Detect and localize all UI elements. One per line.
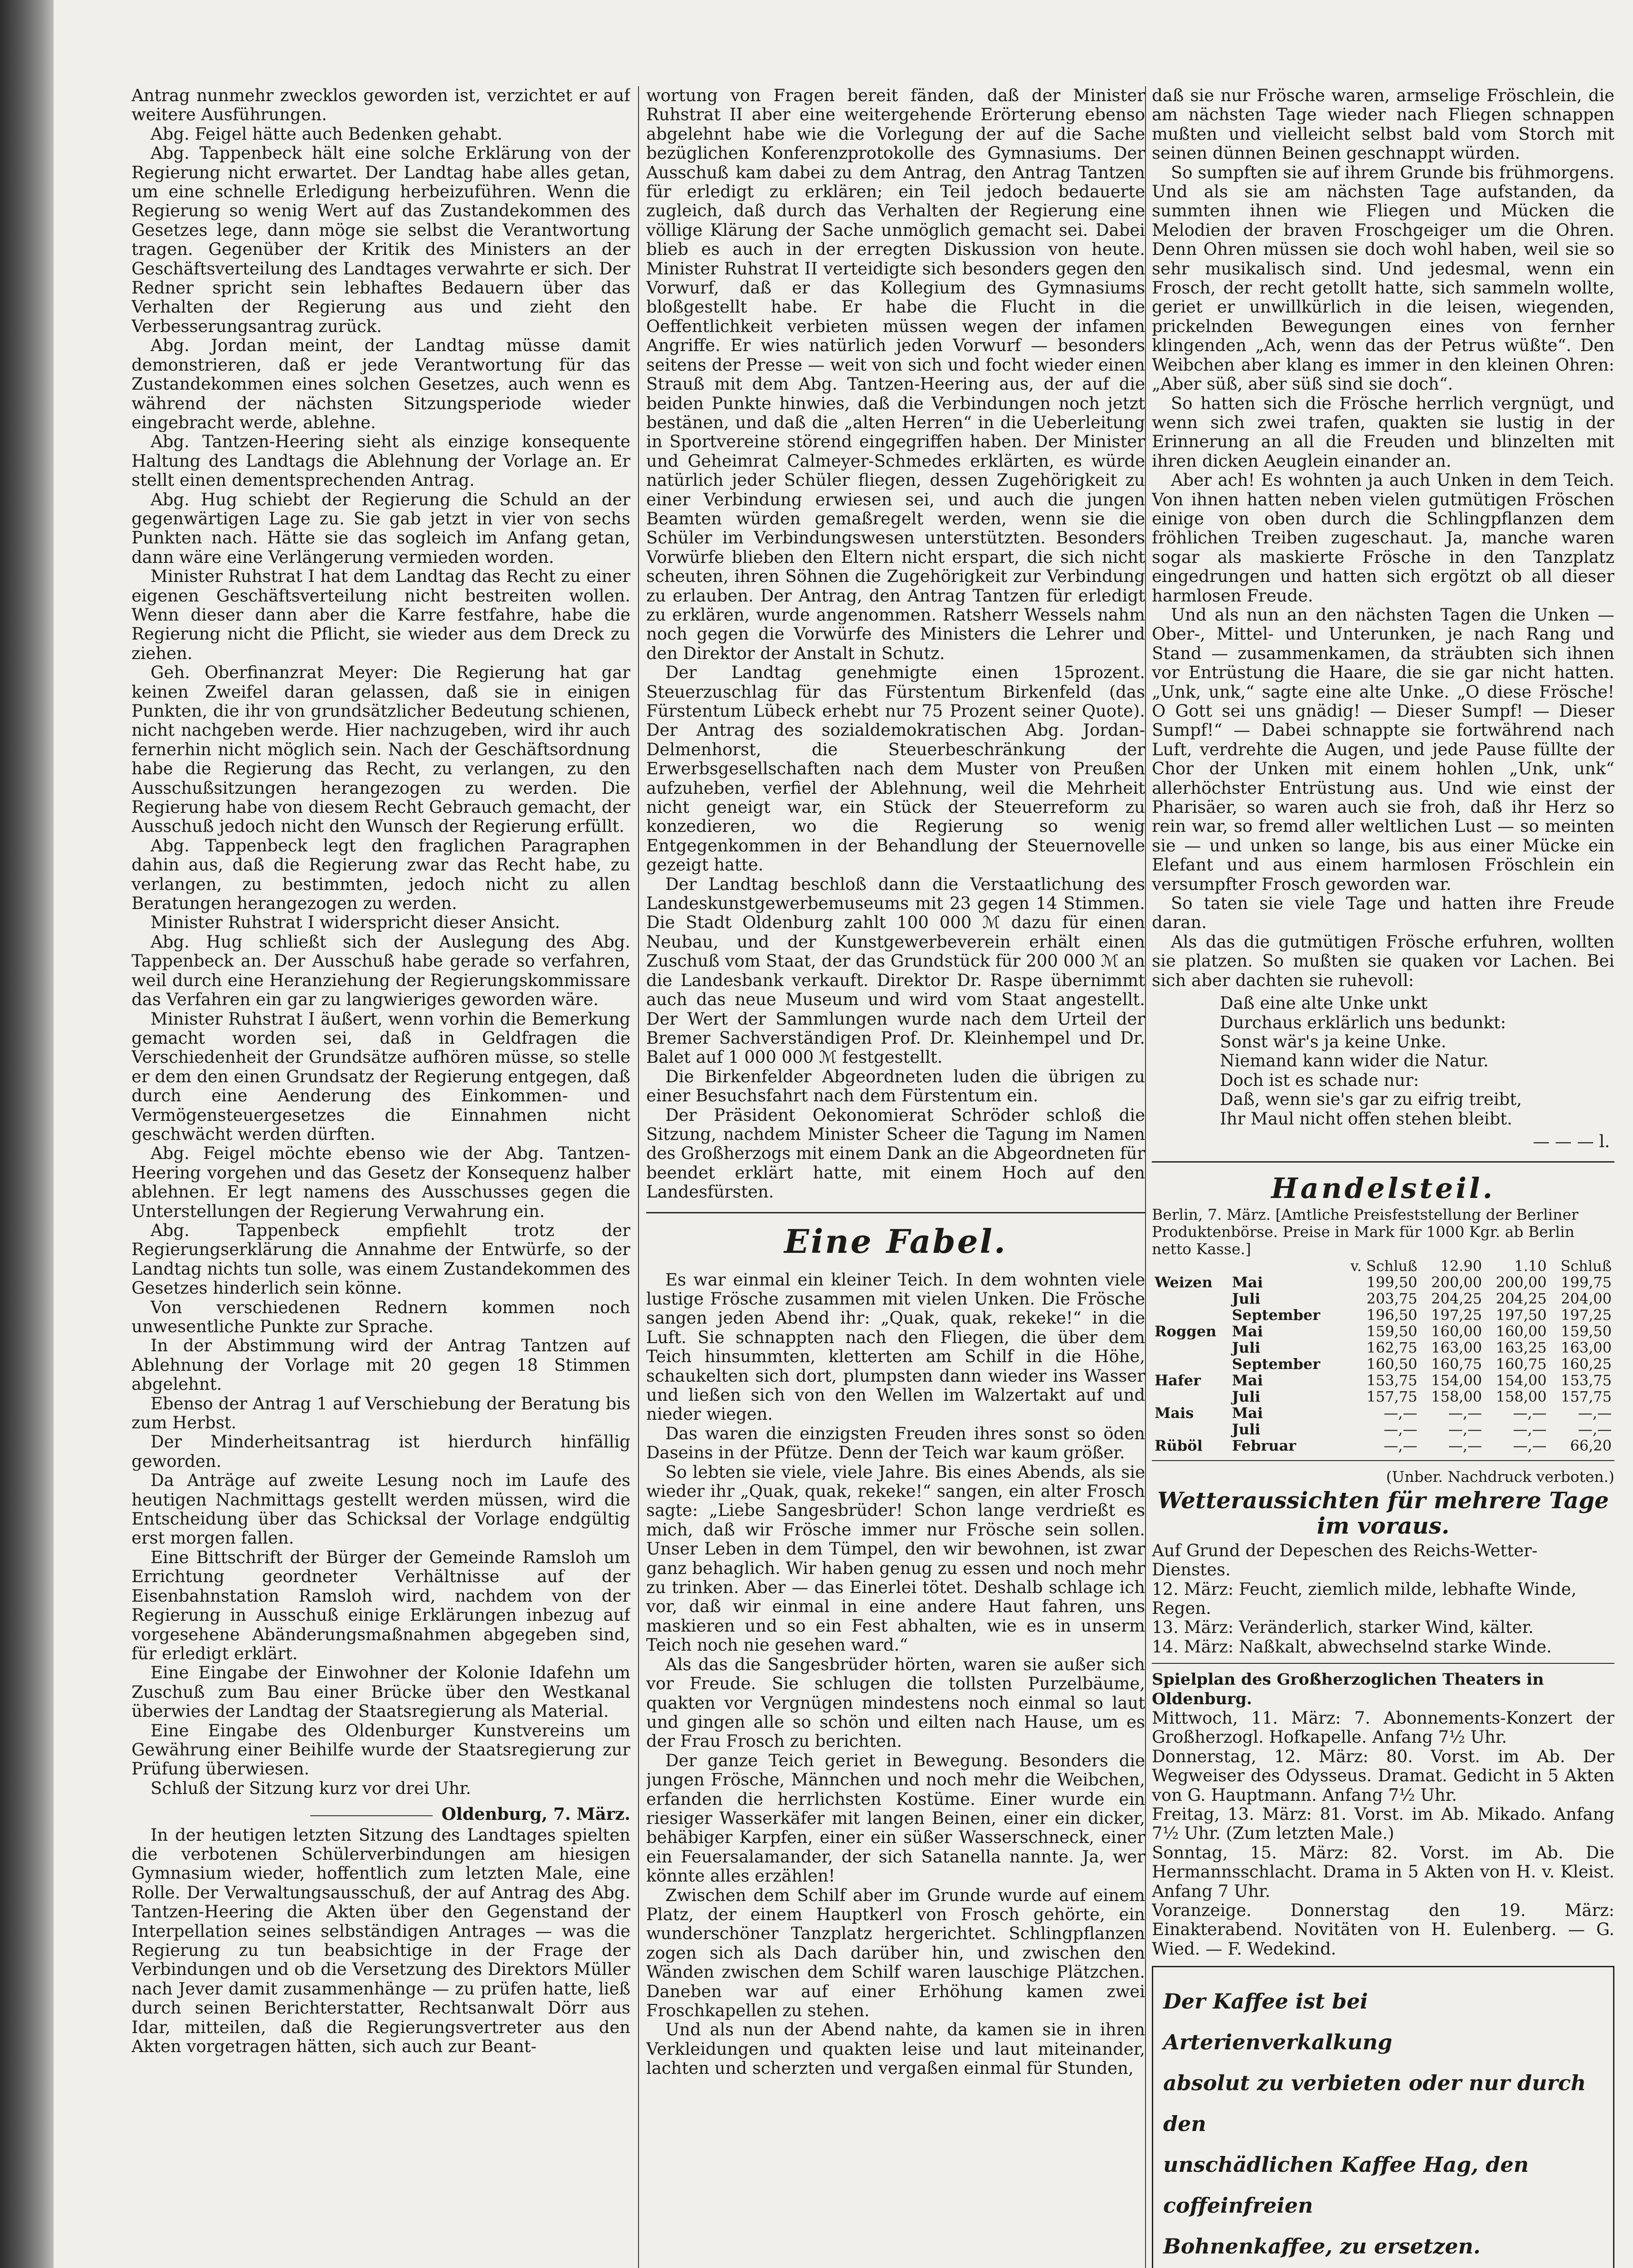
column-header xyxy=(1152,1258,1229,1274)
price-cell: 197,25 xyxy=(1431,1306,1482,1324)
table-row xyxy=(1152,1437,1614,1454)
column-right xyxy=(1152,86,1614,2268)
paragraph: Minister Ruhstrat I widerspricht dieser Ansicht. xyxy=(151,913,561,933)
market-heading: Berlin, 7. März. [Amtliche Preisfeststellung der Berliner Produktenbörse. Preise in Mark für 1000 Kgr. ab Berlin netto Kasse.] xyxy=(1152,1206,1579,1258)
fable-paragraph: Als das die gutmütigen Frösche erfuhren, wollten sie platzen. So mußten sie quaken vor Lachen. Bei sich aber dachten sie ruhevoll: xyxy=(1152,932,1614,990)
paragraph: Eine Bittschrift der Bürger der Gemeinde Ramsloh um Errichtung geordneter Verhältnisse auf der Eisenbahnstation Ramsloh wird, nachdem von der Regierung in Ausschuß einige Erklärungen inbezug auf vorgesehene Abänderungsmaßnahmen abgegeben sind, für erledigt erklärt. xyxy=(132,1547,630,1663)
price-cell: 157,75 xyxy=(1561,1388,1612,1406)
dateline-rule xyxy=(310,1815,433,1816)
fable-paragraph: So taten sie viele Tage und hatten ihre Freude daran. xyxy=(1152,894,1614,933)
month-cell: Juli xyxy=(1232,1290,1261,1308)
column-header: 1.10 xyxy=(1514,1257,1547,1275)
section-rule xyxy=(1152,1161,1614,1163)
price-cell: 163,25 xyxy=(1496,1339,1547,1357)
commodity-cell: Rüböl xyxy=(1155,1437,1203,1455)
paragraph: Geh. Oberfinanzrat Meyer: Die Regierung hat gar keinen Zweifel daran gelassen, daß sie in einigen Punkten, die ihr von grundsätzlicher Bedeutung schienen, nicht nachgeben werde. Hier nachzugeben, wird ihr auch fernerhin nicht möglich sein. Nach der Geschäftsordnung habe die Regierung das Recht, zu verlangen, zu den Ausschußsitzungen herangezogen zu werden. Die Regierung habe von diesem Recht Gebrauch gemacht, der Ausschuß jedoch nicht den Wunsch der Regierung erfüllt. xyxy=(132,663,630,836)
market-title: Handelsteil. xyxy=(1271,1172,1495,1205)
price-cell: 197,25 xyxy=(1561,1306,1612,1324)
price-cell: 203,75 xyxy=(1366,1290,1418,1308)
fable-title: Eine Fabel. xyxy=(784,1222,1007,1261)
forecast-line: 13. März: Veränderlich, starker Wind, kälter. xyxy=(1152,1618,1534,1637)
paragraph: Abg. Hug schließt sich der Auslegung des Abg. Tappenbeck an. Der Ausschuß habe gerade so verfahren, weil durch eine Heranziehung der Regierungskommissare das Verfahren ein gar zu langwieriges geworden wäre. xyxy=(132,932,630,1010)
landtag-report-text xyxy=(646,86,1145,1202)
paragraph: Schluß der Sitzung kurz vor drei Uhr. xyxy=(151,1778,471,1798)
poem-line: Sonst wär's ja keine Unke. xyxy=(1220,1031,1447,1051)
price-cell: —,— xyxy=(1384,1404,1418,1422)
month-cell: Juli xyxy=(1232,1421,1261,1438)
table-row xyxy=(1152,1405,1614,1421)
price-cell: 154,00 xyxy=(1431,1372,1482,1389)
fable-poem xyxy=(1220,994,1614,1129)
theater-entry: Sonntag, 15. März: 82. Vorst. im Ab. Die Hermannsschlacht. Drama in 5 Akten von H. v. Kleist. Anfang 7 Uhr. xyxy=(1152,1843,1614,1901)
commodity-cell xyxy=(1152,1356,1229,1372)
price-cell: 200,00 xyxy=(1431,1274,1482,1291)
ad-line: Der Kaffee ist bei Arterienverkalkung xyxy=(1163,1989,1393,2055)
theater-entry: Mittwoch, 11. März: 7. Abonnements-Konzert der Großherzogl. Hofkapelle. Anfang 7½ Uhr. xyxy=(1152,1708,1614,1747)
grain-price-table xyxy=(1152,1258,1614,1454)
price-cell: —,— xyxy=(1513,1404,1547,1422)
ad-line: absolut zu verbieten oder nur durch den xyxy=(1163,2071,1586,2136)
poem-line: Daß, wenn sie's gar zu eifrig treibt, xyxy=(1220,1090,1522,1110)
reprint-note: (Unber. Nachdruck verboten.) xyxy=(1386,1468,1614,1486)
price-cell: —,— xyxy=(1384,1437,1418,1455)
price-cell: 197,50 xyxy=(1496,1306,1547,1324)
price-cell: 158,00 xyxy=(1431,1388,1482,1406)
poem-line: Doch ist es schade nur: xyxy=(1220,1070,1419,1090)
paragraph: In der Abstimmung wird der Antrag Tantzen auf Ablehnung der Vorlage mit 20 gegen 18 Stimmen abgelehnt. xyxy=(132,1336,630,1394)
table-row xyxy=(1152,1356,1614,1372)
month-cell: September xyxy=(1232,1355,1321,1373)
price-cell: 158,00 xyxy=(1496,1388,1547,1406)
price-cell: 204,25 xyxy=(1496,1290,1547,1308)
weather-intro: Auf Grund der Depeschen des Reichs-Wetter-Dienstes. xyxy=(1152,1540,1538,1580)
fable-paragraph: Es war einmal ein kleiner Teich. In dem wohnten viele lustige Frösche zusammen mit vielen Unken. Die Frösche sangen jeden Abend ihr: „Quak, quak, rekeke!“ in die Luft. Sie schnappten nach den Fliegen, die über dem Teich hinsummten, kletterten am Schilf in die Höhe, schaukelten sich dort, plumpsten dann wieder ins Wasser und ließen sich von den Wellen im Walzertakt auf und nieder wiegen. xyxy=(646,1270,1145,1424)
paragraph: Die Birkenfelder Abgeordneten luden die übrigen zu einer Besuchsfahrt nach dem Fürstentum ein. xyxy=(646,1066,1145,1106)
paragraph: Abg. Tantzen-Heering sieht als einzige konsequente Haltung des Landtags die Ablehnung der Vorlage an. Er stellt einen dementsprechenden Antrag. xyxy=(132,432,630,490)
price-cell: 159,50 xyxy=(1366,1323,1418,1340)
paragraph: Abg. Feigel hätte auch Bedenken gehabt. xyxy=(151,124,502,144)
fable-paragraph: Und als nun der Abend nahte, da kamen sie in ihren Verkleidungen und quakten leise und laut miteinander, lachten und scherzten und vergaßen einmal für Stunden, xyxy=(646,2020,1145,2078)
price-cell: —,— xyxy=(1384,1421,1418,1438)
commodity-cell: Mais xyxy=(1155,1404,1194,1422)
price-cell: 199,50 xyxy=(1366,1274,1418,1291)
section-rule xyxy=(1152,1663,1614,1664)
commodity-cell xyxy=(1152,1339,1229,1356)
table-row xyxy=(1152,1323,1614,1339)
theater-entry: Voranzeige. Donnerstag den 19. März: Einakterabend. Novitäten von H. Eulenberg. — G. Wied. — F. Wedekind. xyxy=(1152,1901,1614,1959)
table-row xyxy=(1152,1372,1614,1388)
paragraph: Minister Ruhstrat I äußert, wenn vorhin die Bemerkung gemacht worden sei, daß in Geldfragen die Verschiedenheit der Grundsätze aufhören müsse, so stelle er dem den einen Grundsatz der Regierung entgegen, daß durch eine Aenderung des Einkommen- und Vermögensteuergesetzes die Einnahmen nicht geschwächt werden dürften. xyxy=(132,1009,630,1144)
paragraph: wortung von Fragen bereit fänden, daß der Minister Ruhstrat II aber eine weitergehende Erörterung ebenso abgelehnt habe wie die Vorlegung der auf die Sache bezüglichen Konferenzprotokolle des Gymnasiums. Der Ausschuß kam dabei zu dem Antrag, den Antrag Tantzen für erledigt zu erklären; ein Teil jedoch bedauerte zugleich, daß durch das Verhalten der Regierung eine völlige Klärung der Sache unmöglich gemacht sei. Dabei blieb es auch in der erregten Diskussion von heute. Minister Ruhstrat II verteidigte sich besonders gegen den Vorwurf, daß er das Kollegium des Gymnasiums bloßgestellt habe. Er habe die Flucht in die Oeffentlichkeit verbieten müssen wegen der infamen Angriffe. Er wies natürlich jeden Vorwurf — besonders seitens der Presse — weit von sich und focht wieder einen Strauß mit dem Abg. Tantzen-Heering aus, der auf die beiden Punkte hinwies, daß die Verbindungen noch jetzt bestänen, und daß die „alten Herren“ in die Ueberleitung in Sportvereine störend eingegriffen haben. Der Minister und Geheimrat Calmeyer-Schmedes erklärten, es würde natürlich jeder Schüler fliegen, dessen Zugehörigkeit zu einer Verbindung erwiesen sei, und auch die jungen Beamten würden gemaßregelt werden, wenn sie die Schüler im Verbindungswesen unterstützten. Besonders Vorwürfe blieben den Eltern nicht erspart, die sich nicht scheuten, ihren Söhnen die Zugehörigkeit zur Verbindung zu erlauben. Der Antrag, den Antrag Tantzen für erledigt zu erklären, wurde angenommen. Ratsherr Wessels nahm noch gegen die Vorwürfe des Ministers die Lehrer und den Direktor der Anstalt in Schutz. xyxy=(646,86,1145,663)
table-row xyxy=(1152,1307,1614,1323)
column-left xyxy=(132,86,630,2268)
fable-paragraph: So sumpften sie auf ihrem Grunde bis frühmorgens. Und als sie am nächsten Tage aufstanden, da summten ihnen wie Fliegen und Mücken die Melodien der braven Froschgeiger um die Ohren. Denn Ohren müssen sie doch wohl haben, weil sie so sehr musikalisch sind. Und jedesmal, wenn ein Frosch, der recht getollt hatte, sich sammeln wollte, geriet er unwillkürlich in die leisen, wiegenden, prickelnden Bewegungen eines von fernher klingenden „Ach, wenn das der Petrus wüßte“. Den Weibchen aber klang es immer in den kleinen Ohren: „Aber süß, aber süß sind sie doch“. xyxy=(1152,162,1614,394)
poem-line: Durchaus erklärlich uns bedunkt: xyxy=(1220,1012,1506,1032)
commodity-cell xyxy=(1152,1388,1229,1405)
price-cell: —,— xyxy=(1513,1421,1547,1438)
month-cell: Mai xyxy=(1232,1372,1263,1389)
dateline xyxy=(132,1804,630,1823)
paragraph: Minister Ruhstrat I hat dem Landtag das Recht zu einer eigenen Geschäftsverteilung nicht bestreiten wollen. Wenn dieser dann aber die Karre festfahre, habe die Regierung nicht die Pflicht, sie wieder aus dem Dreck zu ziehen. xyxy=(132,567,630,663)
paragraph: Eine Eingabe des Oldenburger Kunstvereins um Gewährung einer Beihilfe wurde der Staatsregierung zur Prüfung überwiesen. xyxy=(132,1721,630,1779)
column-middle xyxy=(646,86,1145,2268)
month-cell: Mai xyxy=(1232,1274,1263,1291)
paragraph: Der Landtag genehmigte einen 15prozent. Steuerzuschlag für das Fürstentum Birkenfeld (das Fürstentum Lübeck erhebt nur 75 Prozent seiner Quote). Der Antrag des sozialdemokratischen Abg. Jordan-Delmenhorst, die Steuerbeschränkung der Erwerbsgesellschaften nach dem Muster von Preußen aufzuheben, verfiel der Ablehnung, weil die Mehrheit nicht geneigt war, ein Stück der Steuerreform zu konzedieren, wo die Regierung so wenig Entgegenkommen in der Behandlung der Steuernovelle gezeigt hatte. xyxy=(646,663,1145,875)
paragraph: In der heutigen letzten Sitzung des Landtages spielten die verbotenen Schülerverbindungen am hiesigen Gymnasium wieder, hoffentlich zum letzten Male, eine Rolle. Der Verwaltungsausschuß, der auf Antrag des Abg. Tantzen-Heering die Akten über den Gegenstand der Interpellation seines selbständigen Antrages — was die Regierung zu tun beabsichtige in der Frage der Verbindungen und ob die Versetzung des Direktors Müller nach Jever damit zusammenhänge — zu prüfen hatte, ließ durch seinen Berichterstatter, Rechtsanwalt Dörr aus Idar, mitteilen, daß die Regierungsvertreter aus den Akten vorgetragen hätten, sich auch zur Beant- xyxy=(132,1825,630,2057)
commodity-cell xyxy=(1152,1421,1229,1437)
price-cell: 162,75 xyxy=(1366,1339,1418,1357)
price-cell: 153,75 xyxy=(1561,1372,1612,1389)
commodity-cell: Weizen xyxy=(1155,1274,1213,1291)
commodity-cell xyxy=(1152,1307,1229,1323)
month-cell: Juli xyxy=(1232,1339,1261,1357)
month-cell: September xyxy=(1232,1306,1321,1324)
paragraph: Da Anträge auf zweite Lesung noch im Laufe des heutigen Nachmittags gestellt werden müssen, wird die Entscheidung über das Schicksal der Vorlage endgültig erst morgen fallen. xyxy=(132,1471,630,1548)
proceedings-text xyxy=(132,86,630,1798)
price-cell: —,— xyxy=(1578,1421,1612,1438)
price-cell: 160,50 xyxy=(1366,1355,1418,1373)
fable-paragraph: So hatten sich die Frösche herrlich vergnügt, und wenn sich zwei trafen, quakten sie lustig in der Erinnerung an all die Freuden und blinzelten mit ihren dicken Aeuglein einander an. xyxy=(1152,393,1614,471)
price-cell: 199,75 xyxy=(1561,1274,1612,1291)
fable-paragraph: Als das die Sangesbrüder hörten, waren sie außer sich vor Freude. Sie schlugen die tollsten Purzelbäume, quakten vor Vergnügen mindestens noch einmal so laut und gingen alle so schön und eilten nach Hause, um es der Frau Frosch zu berichten. xyxy=(646,1654,1145,1751)
paragraph: Abg. Tappenbeck empfiehlt trotz der Regierungserklärung die Annahme der Entwürfe, so der Landtag nichts tun solle, was einem Zustandekommen des Gesetzes hinderlich sein könne. xyxy=(132,1220,630,1298)
column-header: 12.90 xyxy=(1440,1257,1482,1275)
fable-paragraph: Das waren die einzigsten Freuden ihres sonst so öden Daseins in der Pfütze. Denn der Teich war kaum größer. xyxy=(646,1423,1145,1463)
price-cell: —,— xyxy=(1448,1404,1482,1422)
price-cell: 153,75 xyxy=(1366,1372,1418,1389)
paragraph: Der Landtag beschloß dann die Verstaatlichung des Landeskunstgewerbemuseums mit 23 gegen 14 Stimmen. Die Stadt Oldenburg zahlt 100 000 ℳ dazu für einen Neubau, und der Kunstgewerbeverein erhält einen Zuschuß vom Staat, der das Grundstück für 200 000 ℳ an die Landesbank verkauft. Direktor Dr. Raspe übernimmt auch das neue Museum und wird vom Staat angestellt. Der Wert der Sammlungen wurde nach dem Urteil der Bremer Sachverständigen Prof. Dr. Kleinhempel und Dr. Balet auf 1 000 000 ℳ festgestellt. xyxy=(646,874,1145,1067)
column-header: Schluß xyxy=(1560,1257,1612,1275)
fable-paragraph: Und als nun an den nächsten Tagen die Unken — Ober-, Mittel- und Unterunken, je nach Rang und Stand — zusammenkamen, da sträubten sich ihnen vor Entrüstung die Haare, die sie gar nicht hatten. „Unk, unk,“ sagte eine alte Unke. „O diese Frösche! O Gott sei uns gnädig! — Dieser Sumpf! — Dieser Sumpf!“ — Dabei schnappte sie fortwährend nach Luft, verdrehte die Augen, und jede Pause füllte der Chor der Unken mit einem hohlen „Unk, unk“ allerhöchster Entrüstung aus. Und wie einst der Pharisäer, so waren auch sie froh, daß ihr Herz so rein war, so fremd aller weltlichen Lust — so meinten sie — und unken so lange, bis aus einer Mücke ein Elefant und aus einem harmlosen Fröschlein ein versumpfter Frosch geworden war. xyxy=(1152,605,1614,894)
price-cell: 160,75 xyxy=(1496,1355,1547,1373)
month-cell: Juli xyxy=(1232,1388,1261,1406)
price-cell: 200,00 xyxy=(1496,1274,1547,1291)
price-cell: 204,00 xyxy=(1561,1290,1612,1308)
fable-paragraph: Aber ach! Es wohnten ja auch Unken in dem Teich. Von ihnen hatten neben vielen gutmütigen Fröschen einige von oben durch die Schlingpflanzen dem fröhlichen Treiben zugeschaut. Ja, manche waren sogar als maskierte Frösche in den Tanzplatz eingedrungen und hatten sich ergötzt ob all dieser harmlosen Freude. xyxy=(1152,470,1614,606)
paragraph: Antrag nunmehr zwecklos geworden ist, verzichtet er auf weitere Ausführungen. xyxy=(132,86,630,125)
section-rule xyxy=(1152,1460,1614,1461)
fable-paragraph: So lebten sie viele, viele Jahre. Bis eines Abends, als sie wieder ihr „Quak, quak, rekeke!“ sangen, ein alter Frosch sagte: „Liebe Sangesbrüder! Schon lange verdrießt es mich, daß wir Frösche immer nur Frösche sein sollen. Unser Leben in dem Tümpel, den wir bewohnen, ist zwar ganz behaglich. Wir haben genug zu essen und noch mehr zu trinken. Aber — das Einerlei tötet. Deshalb schlage ich vor, daß wir einmal in eine andere Haut fahren, uns maskieren und so ein Fest abhalten, wie es in unserm Teich noch nie gesehen ward.“ xyxy=(646,1462,1145,1655)
table-header-row xyxy=(1152,1258,1614,1274)
fable-paragraph: Zwischen dem Schilf aber im Grunde wurde auf einem Platz, der einem Hauptkerl von Frosch gehörte, ein wunderschöner Tanzplatz hergerichtet. Schlingpflanzen zogen sich als Dach darüber hin, und zwischen den Wänden zwischen dem Schilf waren lauschige Plätzchen. Daneben war auf einer Erhöhung kamen zwei Froschkapellen zu stehen. xyxy=(646,1885,1145,2020)
month-cell: Februar xyxy=(1232,1437,1297,1455)
fable-paragraph: Der ganze Teich geriet in Bewegung. Besonders die jungen Frösche, Männchen und noch mehr die Weibchen, erfanden die herrlichsten Kostüme. Einer wurde ein riesiger Wasserkäfer mit langen Beinen, einer ein dicker, behäbiger Karpfen, einer ein süßer Wasserschneck, einer ein Feuersalamander, der sich Satanella nannte. Ja, wer könnte alles erzählen! xyxy=(646,1750,1145,1886)
weather-forecast-lines xyxy=(1152,1580,1614,1657)
column-divider xyxy=(1145,86,1146,2268)
paragraph: Ebenso der Antrag 1 auf Verschiebung der Beratung bis zum Herbst. xyxy=(132,1393,630,1433)
paragraph: Abg. Feigel möchte ebenso wie der Abg. Tantzen-Heering vorgehen und das Gesetz der Konsequenz halber ablehnen. Er legt namens des Ausschusses gegen die Unterstellungen der Regierung Verwahrung ein. xyxy=(132,1144,630,1221)
book-binding-edge xyxy=(0,0,54,2268)
fable-continuation xyxy=(1152,86,1614,990)
price-cell: 163,00 xyxy=(1431,1339,1482,1357)
fable-paragraph: daß sie nur Frösche waren, armselige Fröschlein, die am nächsten Tage wieder nach Fliegen schnappen mußten und vielleicht selbst bald vom Storch mit seinen dünnen Beinen geschnappt würden. xyxy=(1152,86,1614,163)
paragraph: Abg. Tappenbeck legt den fraglichen Paragraphen dahin aus, daß die Regierung zwar das Recht habe, zu verlangen, zu bestimmten, jedoch nicht zu allen Beratungen herangezogen zu werden. xyxy=(132,836,630,914)
dateline-text: Oldenburg, 7. März. xyxy=(441,1804,630,1824)
paragraph: Abg. Jordan meint, der Landtag müsse damit demonstrieren, daß er jede Verantwortung für das Zustandekommen eines solchen Gesetzes, auch wenn es während der nächsten Sitzungsperiode wieder eingebracht werde, ablehne. xyxy=(132,336,630,432)
price-cell: 157,75 xyxy=(1366,1388,1418,1406)
fable-text xyxy=(646,1271,1145,2078)
price-cell: 160,75 xyxy=(1431,1355,1482,1373)
price-cell: 196,50 xyxy=(1366,1306,1418,1324)
paragraph: Eine Eingabe der Einwohner der Kolonie Idafehn um Zuschuß zum Bau einer Brücke über den Westkanal überwies der Landtag der Staatsregierung als Material. xyxy=(132,1663,630,1721)
poem-line: Daß eine alte Unke unkt xyxy=(1220,993,1428,1013)
commodity-cell: Hafer xyxy=(1155,1372,1201,1389)
ad-line: unschädlichen Kaffee Hag, den coffeinfreien xyxy=(1163,2152,1529,2218)
school-report-text xyxy=(132,1826,630,2057)
price-cell: —,— xyxy=(1448,1437,1482,1455)
price-cell: 66,20 xyxy=(1570,1437,1612,1455)
table-row xyxy=(1152,1290,1614,1307)
paragraph: Von verschiedenen Rednern kommen noch unwesentliche Punkte zur Sprache. xyxy=(132,1297,630,1336)
price-cell: 204,25 xyxy=(1431,1290,1482,1308)
price-cell: 159,50 xyxy=(1561,1323,1612,1340)
section-rule xyxy=(646,1212,1145,1213)
price-cell: 160,00 xyxy=(1431,1323,1482,1340)
poem-line: Niemand kann wider die Natur. xyxy=(1220,1051,1489,1071)
column-divider xyxy=(638,86,639,2268)
paragraph: Der Präsident Oekonomierat Schröder schloß die Sitzung, nachdem Minister Scheer die Tagung im Namen des Großherzogs mit einem Dank an die Abgeordneten für beendet erklärt hatte, mit einem Hoch auf den Landesfürsten. xyxy=(646,1105,1145,1202)
paragraph: Abg. Tappenbeck hält eine solche Erklärung von der Regierung nicht erwartet. Der Landtag habe alles getan, um eine schnelle Erledigung herbeizuführen. Wenn die Regierung so wenig Wert auf das Zustandekommen des Gesetzes lege, dann möge sie selbst die Verantwortung tragen. Gegenüber der Kritik des Ministers an der Geschäftsverteilung des Landtages verwahrte er sich. Der Redner spricht sein lebhaftes Bedauern über das Verhalten der Regierung aus und zieht den Verbesserungsantrag zurück. xyxy=(132,143,630,336)
theater-schedule xyxy=(1152,1709,1614,1959)
table-row xyxy=(1152,1274,1614,1290)
commodity-cell: Roggen xyxy=(1155,1323,1217,1340)
month-cell: Mai xyxy=(1232,1404,1263,1422)
price-cell: —,— xyxy=(1513,1437,1547,1455)
poem-line: Ihr Maul nicht offen stehen bleibt. xyxy=(1220,1109,1512,1129)
month-cell: Mai xyxy=(1232,1323,1263,1340)
price-cell: —,— xyxy=(1578,1404,1612,1422)
theater-entry: Freitag, 13. März: 81. Vorst. im Ab. Mikado. Anfang 7½ Uhr. (Zum letzten Male.) xyxy=(1152,1804,1614,1843)
commodity-cell xyxy=(1152,1290,1229,1307)
table-row xyxy=(1152,1339,1614,1356)
price-cell: 160,25 xyxy=(1561,1355,1612,1373)
price-cell: 154,00 xyxy=(1496,1372,1547,1389)
table-row xyxy=(1152,1388,1614,1405)
paragraph: Der Minderheitsantrag ist hierdurch hinfällig geworden. xyxy=(132,1432,630,1471)
theater-entry: Donnerstag, 12. März: 80. Vorst. im Ab. Der Wegweiser des Odysseus. Dramat. Gedicht in 5 Akten von G. Hauptmann. Anfang 7½ Uhr. xyxy=(1152,1746,1614,1805)
coffee-advertisement xyxy=(1152,1966,1614,2268)
paragraph: Abg. Hug schiebt der Regierung die Schuld an der gegenwärtigen Lage zu. Sie gab jetzt in vier von sechs Punkten nach. Hätte sie das sogleich im Anfang getan, dann wäre eine Verlängerung vermieden worden. xyxy=(132,489,630,567)
price-cell: 163,00 xyxy=(1561,1339,1612,1357)
forecast-line: 12. März: Feucht, ziemlich milde, lebhafte Winde, Regen. xyxy=(1152,1579,1577,1618)
ad-line: Bohnenkaffee, zu ersetzen. xyxy=(1163,2234,1481,2259)
theater-title: Spielplan des Großherzoglichen Theaters in Oldenburg. xyxy=(1152,1670,1544,1708)
table-row xyxy=(1152,1421,1614,1437)
price-cell: 160,00 xyxy=(1496,1323,1547,1340)
forecast-line: 14. März: Naßkalt, abwechselnd starke Winde. xyxy=(1152,1637,1552,1657)
weather-title: Wetteraussichten für mehrere Tage im voraus. xyxy=(1157,1486,1609,1539)
price-cell: —,— xyxy=(1448,1421,1482,1438)
column-header: v. Schluß xyxy=(1350,1257,1418,1275)
column-header xyxy=(1229,1258,1337,1274)
author-signature: — — — l. xyxy=(1533,1131,1610,1151)
